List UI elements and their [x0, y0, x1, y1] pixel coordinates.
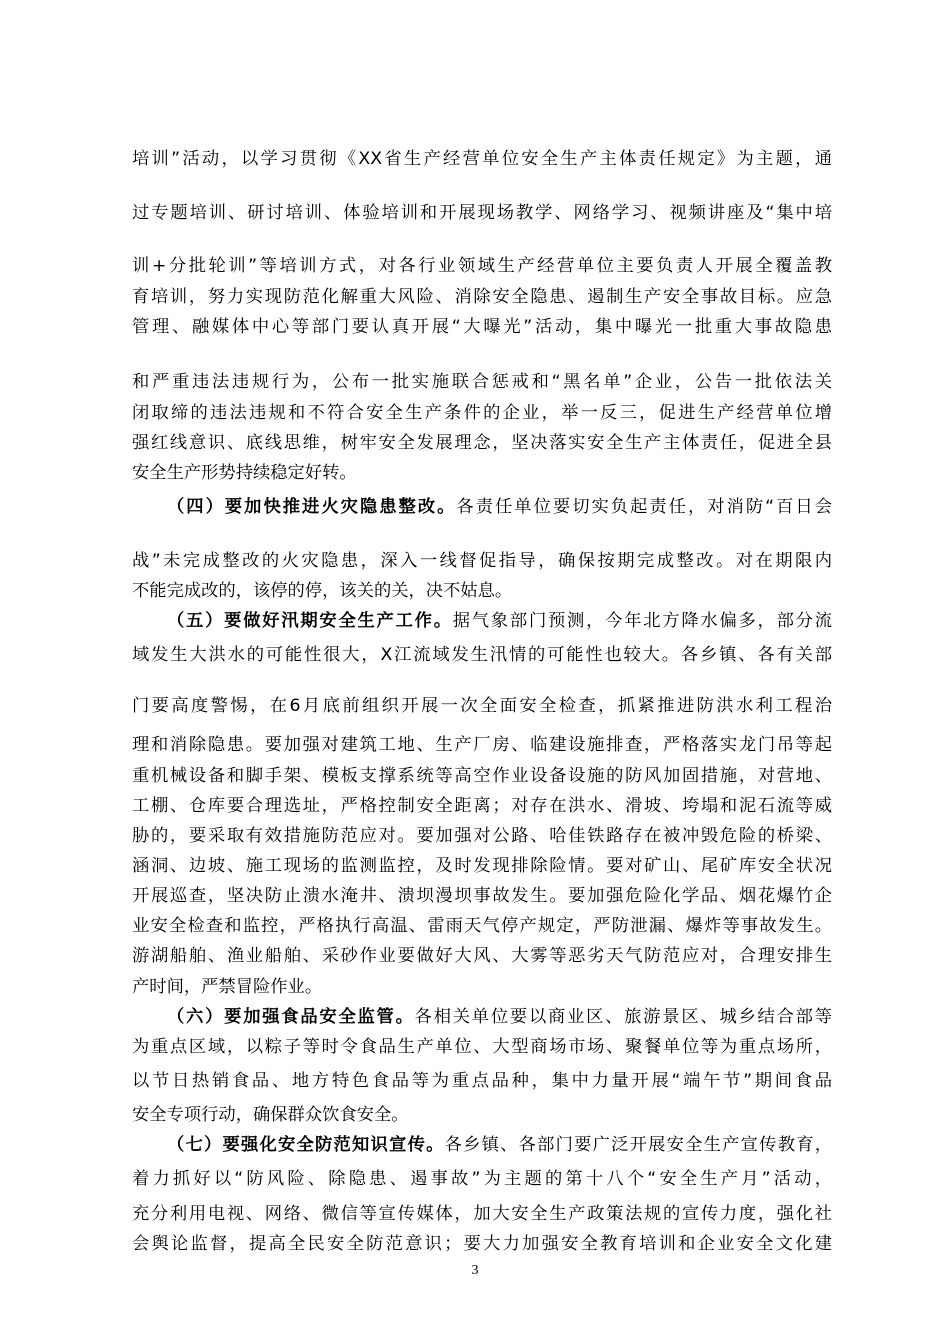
section-text: 各乡镇、各部门要广泛开展安全生产宣传教育， [444, 1135, 832, 1155]
paragraph-line: 和严重违法违规行为，公布一批实施联合惩戒和“黑名单”企业，公告一批依法关 [132, 372, 832, 392]
paragraph-line: 安全生产形势持续稳定好转。 [132, 463, 357, 483]
paragraph-line: 开展巡查，坚决防止溃水淹井、溃坝漫坝事故发生。要加强危险化学品、烟花爆竹企 [132, 886, 832, 906]
paragraph-line: 会舆论监督，提高全民安全防范意识；要大力加强安全教育培训和企业安全文化建 [132, 1234, 832, 1254]
paragraph-line: 产时间，严禁冒险作业。 [132, 977, 323, 997]
section-6-first-line [167, 1004, 832, 1030]
paragraph-line: 域发生大洪水的可能性很大，X江流域发生汛情的可能性也较大。各乡镇、各有关部 [132, 645, 832, 665]
paragraph-line: 培训”活动，以学习贯彻《XX省生产经营单位安全生产主体责任规定》为主题，通 [132, 149, 832, 169]
paragraph-line: 游湖船舶、渔业船舶、采砂作业要做好大风、大雾等恶劣天气防范应对，合理安排生 [132, 946, 832, 966]
section-text: 据气象部门预测，今年北方降水偏多，部分流 [452, 611, 832, 631]
paragraph-line: 工棚、仓库要合理选址，严格控制安全距离；对存在洪水、滑坡、垮塌和泥石流等威 [132, 796, 832, 816]
paragraph-line: 管理、融媒体中心等部门要认真开展“大曝光”活动，集中曝光一批重大事故隐患 [132, 317, 832, 337]
paragraph-line: 涵洞、边坡、施工现场的监测监控，及时发现排除险情。要对矿山、尾矿库安全状况 [132, 856, 832, 876]
paragraph-line: 强红线意识、底线思维，树牢安全发展理念，坚决落实安全生产主体责任，促进全县 [132, 433, 832, 453]
section-4-first-line [167, 494, 832, 520]
paragraph-line: 训+分批轮训”等培训方式，对各行业领域生产经营单位主要负责人开展全覆盖教 [132, 256, 832, 276]
paragraph-line: 门要高度警惕，在6月底前组织开展一次全面安全检查，抓紧推进防洪水利工程治 [132, 696, 832, 716]
section-text: 各责任单位要切实负起责任，对消防“百日会 [456, 497, 832, 517]
paragraph-line: 重机械设备和脚手架、模板支撑系统等高空作业设备设施的防风加固措施，对营地、 [132, 766, 832, 786]
paragraph-line: 以节日热销食品、地方特色食品等为重点品种，集中力量开展“端午节”期间食品 [132, 1071, 832, 1091]
paragraph-line: 不能完成改的，该停的停，该关的关，决不姑息。 [132, 581, 513, 601]
section-7-first-line [167, 1132, 832, 1158]
paragraph-line: 理和消除隐患。要加强对建筑工地、生产厂房、临建设施排查，严格落实龙门吊等起 [132, 735, 832, 755]
section-text: 各相关单位要以商业区、旅游景区、城乡结合部等 [414, 1007, 832, 1027]
paragraph-line: 过专题培训、研讨培训、体验培训和开展现场教学、网络学习、视频讲座及“集中培 [132, 203, 832, 223]
paragraph-line: 胁的，要采取有效措施防范应对。要加强对公路、哈佳铁路存在被冲毁危险的桥梁、 [132, 826, 832, 846]
section-5-first-line [167, 608, 832, 634]
page-number: 3 [471, 1263, 479, 1278]
paragraph-line: 业安全检查和监控，严格执行高温、雷雨天气停产规定，严防泄漏、爆炸等事故发生。 [132, 916, 832, 936]
paragraph-line: 战”未完成整改的火灾隐患，深入一线督促指导，确保按期完成整改。对在期限内 [132, 551, 832, 571]
paragraph-line: 闭取缔的违法违规和不符合安全生产条件的企业，举一反三，促进生产经营单位增 [132, 403, 832, 423]
paragraph-line: 安全专项行动，确保群众饮食安全。 [132, 1105, 409, 1125]
paragraph-line: 着力抓好以“防风险、除隐患、遏事故”为主题的第十八个“安全生产月”活动， [132, 1169, 832, 1189]
paragraph-line: 育培训，努力实现防范化解重大风险、消除安全隐患、遏制生产安全事故目标。应急 [132, 287, 832, 307]
paragraph-line: 为重点区域，以粽子等时令食品生产单位、大型商场市场、聚餐单位等为重点场所， [132, 1037, 832, 1057]
section-heading: （六）要加强食品安全监管。 [167, 1007, 415, 1027]
section-heading: （五）要做好汛期安全生产工作。 [167, 611, 453, 631]
paragraph-line: 充分利用电视、网络、微信等宣传媒体，加大安全生产政策法规的宣传力度，强化社 [132, 1204, 832, 1224]
section-heading: （七）要强化安全防范知识宣传。 [167, 1135, 445, 1155]
section-heading: （四）要加快推进火灾隐患整改。 [167, 497, 457, 517]
